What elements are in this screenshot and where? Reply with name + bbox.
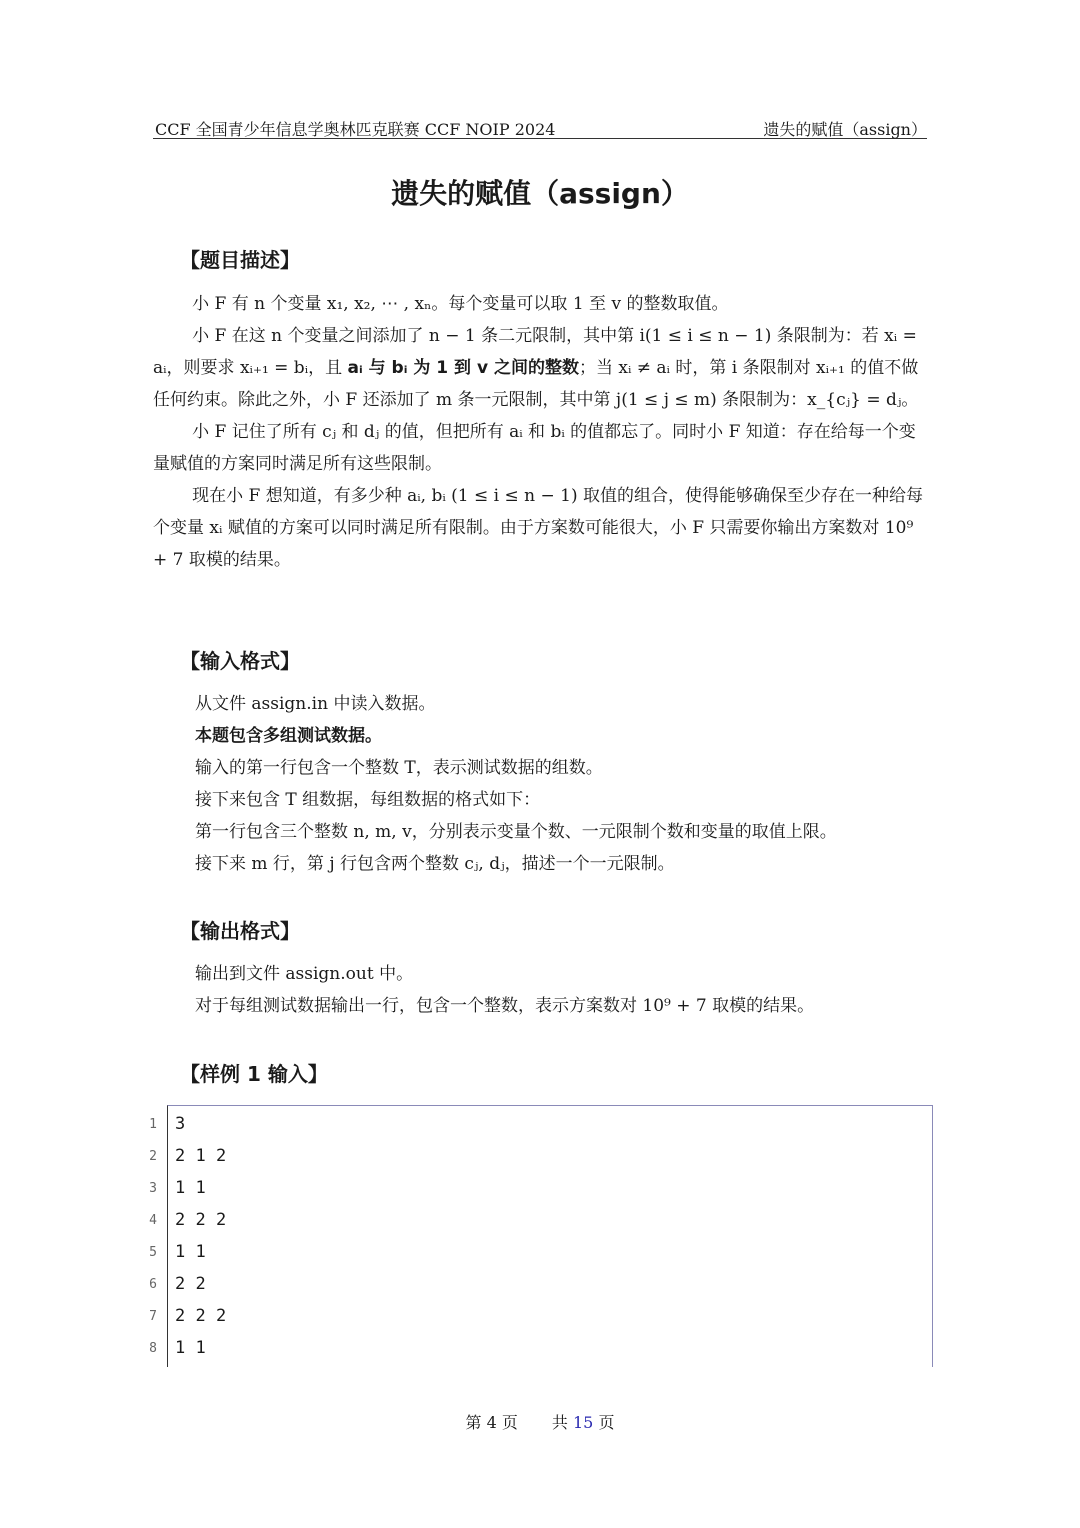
line-number: 2 — [149, 1149, 157, 1164]
section-output: 【输出格式】 — [180, 919, 300, 943]
input-line-6: 接下来 m 行，第 j 行包含两个整数 cⱼ, dⱼ，描述一个一元限制。 — [195, 854, 675, 874]
code-text: 2 2 — [175, 1274, 206, 1294]
code-line — [133, 1237, 933, 1269]
page-footer — [0, 1410, 1080, 1433]
line-number: 7 — [149, 1309, 157, 1324]
desc-paragraph-4: 现在小 F 想知道，有多少种 aᵢ, bᵢ (1 ≤ i ≤ n − 1) 取值的组合，使得能够确保至少存在一种给每个变量 xᵢ 赋值的方案可以同时满足所有限制。由于方案数可能很大，小 F 只需要你输出方案数对 10⁹ + 7 取模的结果。 — [153, 486, 924, 570]
input-line-1: 从文件 assign.in 中读入数据。 — [195, 694, 436, 714]
section-description: 【题目描述】 — [180, 248, 300, 272]
line-number: 3 — [149, 1181, 157, 1196]
code-line — [133, 1109, 933, 1141]
desc-p2-a: 小 F 在这 n 个变量之间添加了 n − 1 条二元限制，其中第 i(1 ≤ i ≤ n − 1) 条限制为：若 xᵢ = aᵢ，则要求 xᵢ₊₁ = bᵢ，且 — [153, 326, 917, 378]
section-input: 【输入格式】 — [180, 649, 300, 673]
code-line — [133, 1173, 933, 1205]
total-prefix: 共 — [551, 1413, 568, 1432]
page-title: 遗失的赋值（assign） — [391, 177, 689, 210]
header-problem: 遗失的赋值（assign） — [763, 120, 927, 139]
line-number: 8 — [149, 1341, 157, 1356]
code-text: 3 — [175, 1114, 186, 1134]
input-line-3: 输入的第一行包含一个整数 T，表示测试数据的组数。 — [195, 758, 603, 778]
code-line — [133, 1141, 933, 1173]
desc-paragraph-2 — [153, 320, 927, 416]
line-number: 5 — [149, 1245, 157, 1260]
code-line — [133, 1269, 933, 1301]
input-format-body — [195, 688, 935, 880]
section-sample-input: 【样例 1 输入】 — [180, 1062, 328, 1086]
desc-paragraph-3: 小 F 记住了所有 cⱼ 和 dⱼ 的值，但把所有 aᵢ 和 bᵢ 的值都忘了。同时小 F 知道：存在给每一个变量赋值的方案同时满足所有这些限制。 — [153, 422, 916, 474]
code-text: 2 2 2 — [175, 1210, 227, 1230]
code-text: 1 1 — [175, 1242, 206, 1262]
code-text: 2 1 2 — [175, 1146, 227, 1166]
line-number: 6 — [149, 1277, 157, 1292]
output-line-2: 对于每组测试数据输出一行，包含一个整数，表示方案数对 10⁹ + 7 取模的结果。 — [195, 996, 815, 1016]
code-text: 1 1 — [175, 1178, 206, 1198]
input-line-2: 本题包含多组测试数据。 — [195, 726, 382, 746]
page-number: 第 4 页 — [465, 1413, 518, 1432]
code-text: 1 1 — [175, 1338, 206, 1358]
page-header — [153, 112, 927, 139]
line-number: 4 — [149, 1213, 157, 1228]
desc-paragraph-1: 小 F 有 n 个变量 x₁, x₂, ⋯ , xₙ。每个变量可以取 1 至 v 的整数取值。 — [192, 294, 729, 314]
description-body — [153, 288, 927, 576]
code-line — [133, 1205, 933, 1237]
output-line-1: 输出到文件 assign.out 中。 — [195, 964, 414, 984]
desc-p2-emph: aᵢ 与 bᵢ 为 1 到 v 之间的整数 — [347, 358, 579, 378]
total-suffix: 页 — [598, 1413, 615, 1432]
input-line-5: 第一行包含三个整数 n, m, v，分别表示变量个数、一元限制个数和变量的取值上限。 — [195, 822, 837, 842]
total-pages-link[interactable]: 15 — [573, 1413, 594, 1432]
input-line-4: 接下来包含 T 组数据，每组数据的格式如下： — [195, 790, 541, 810]
desc-p2-c: ；当 xᵢ ≠ aᵢ 时，第 i 条限制对 xᵢ₊₁ 的值不做任何约束。除此之外，小 F 还添加了 m 条一元限制，其中第 j(1 ≤ j ≤ m) 条限制为：x_{cⱼ} = dⱼ。 — [153, 358, 919, 410]
code-text: 2 2 2 — [175, 1306, 227, 1326]
header-contest: CCF 全国青少年信息学奥林匹克联赛 CCF NOIP 2024 — [155, 120, 556, 139]
sample-input-code-block — [133, 1105, 933, 1367]
code-line — [133, 1301, 933, 1333]
line-number: 1 — [149, 1117, 157, 1132]
code-line — [133, 1333, 933, 1365]
output-format-body — [195, 958, 935, 1022]
